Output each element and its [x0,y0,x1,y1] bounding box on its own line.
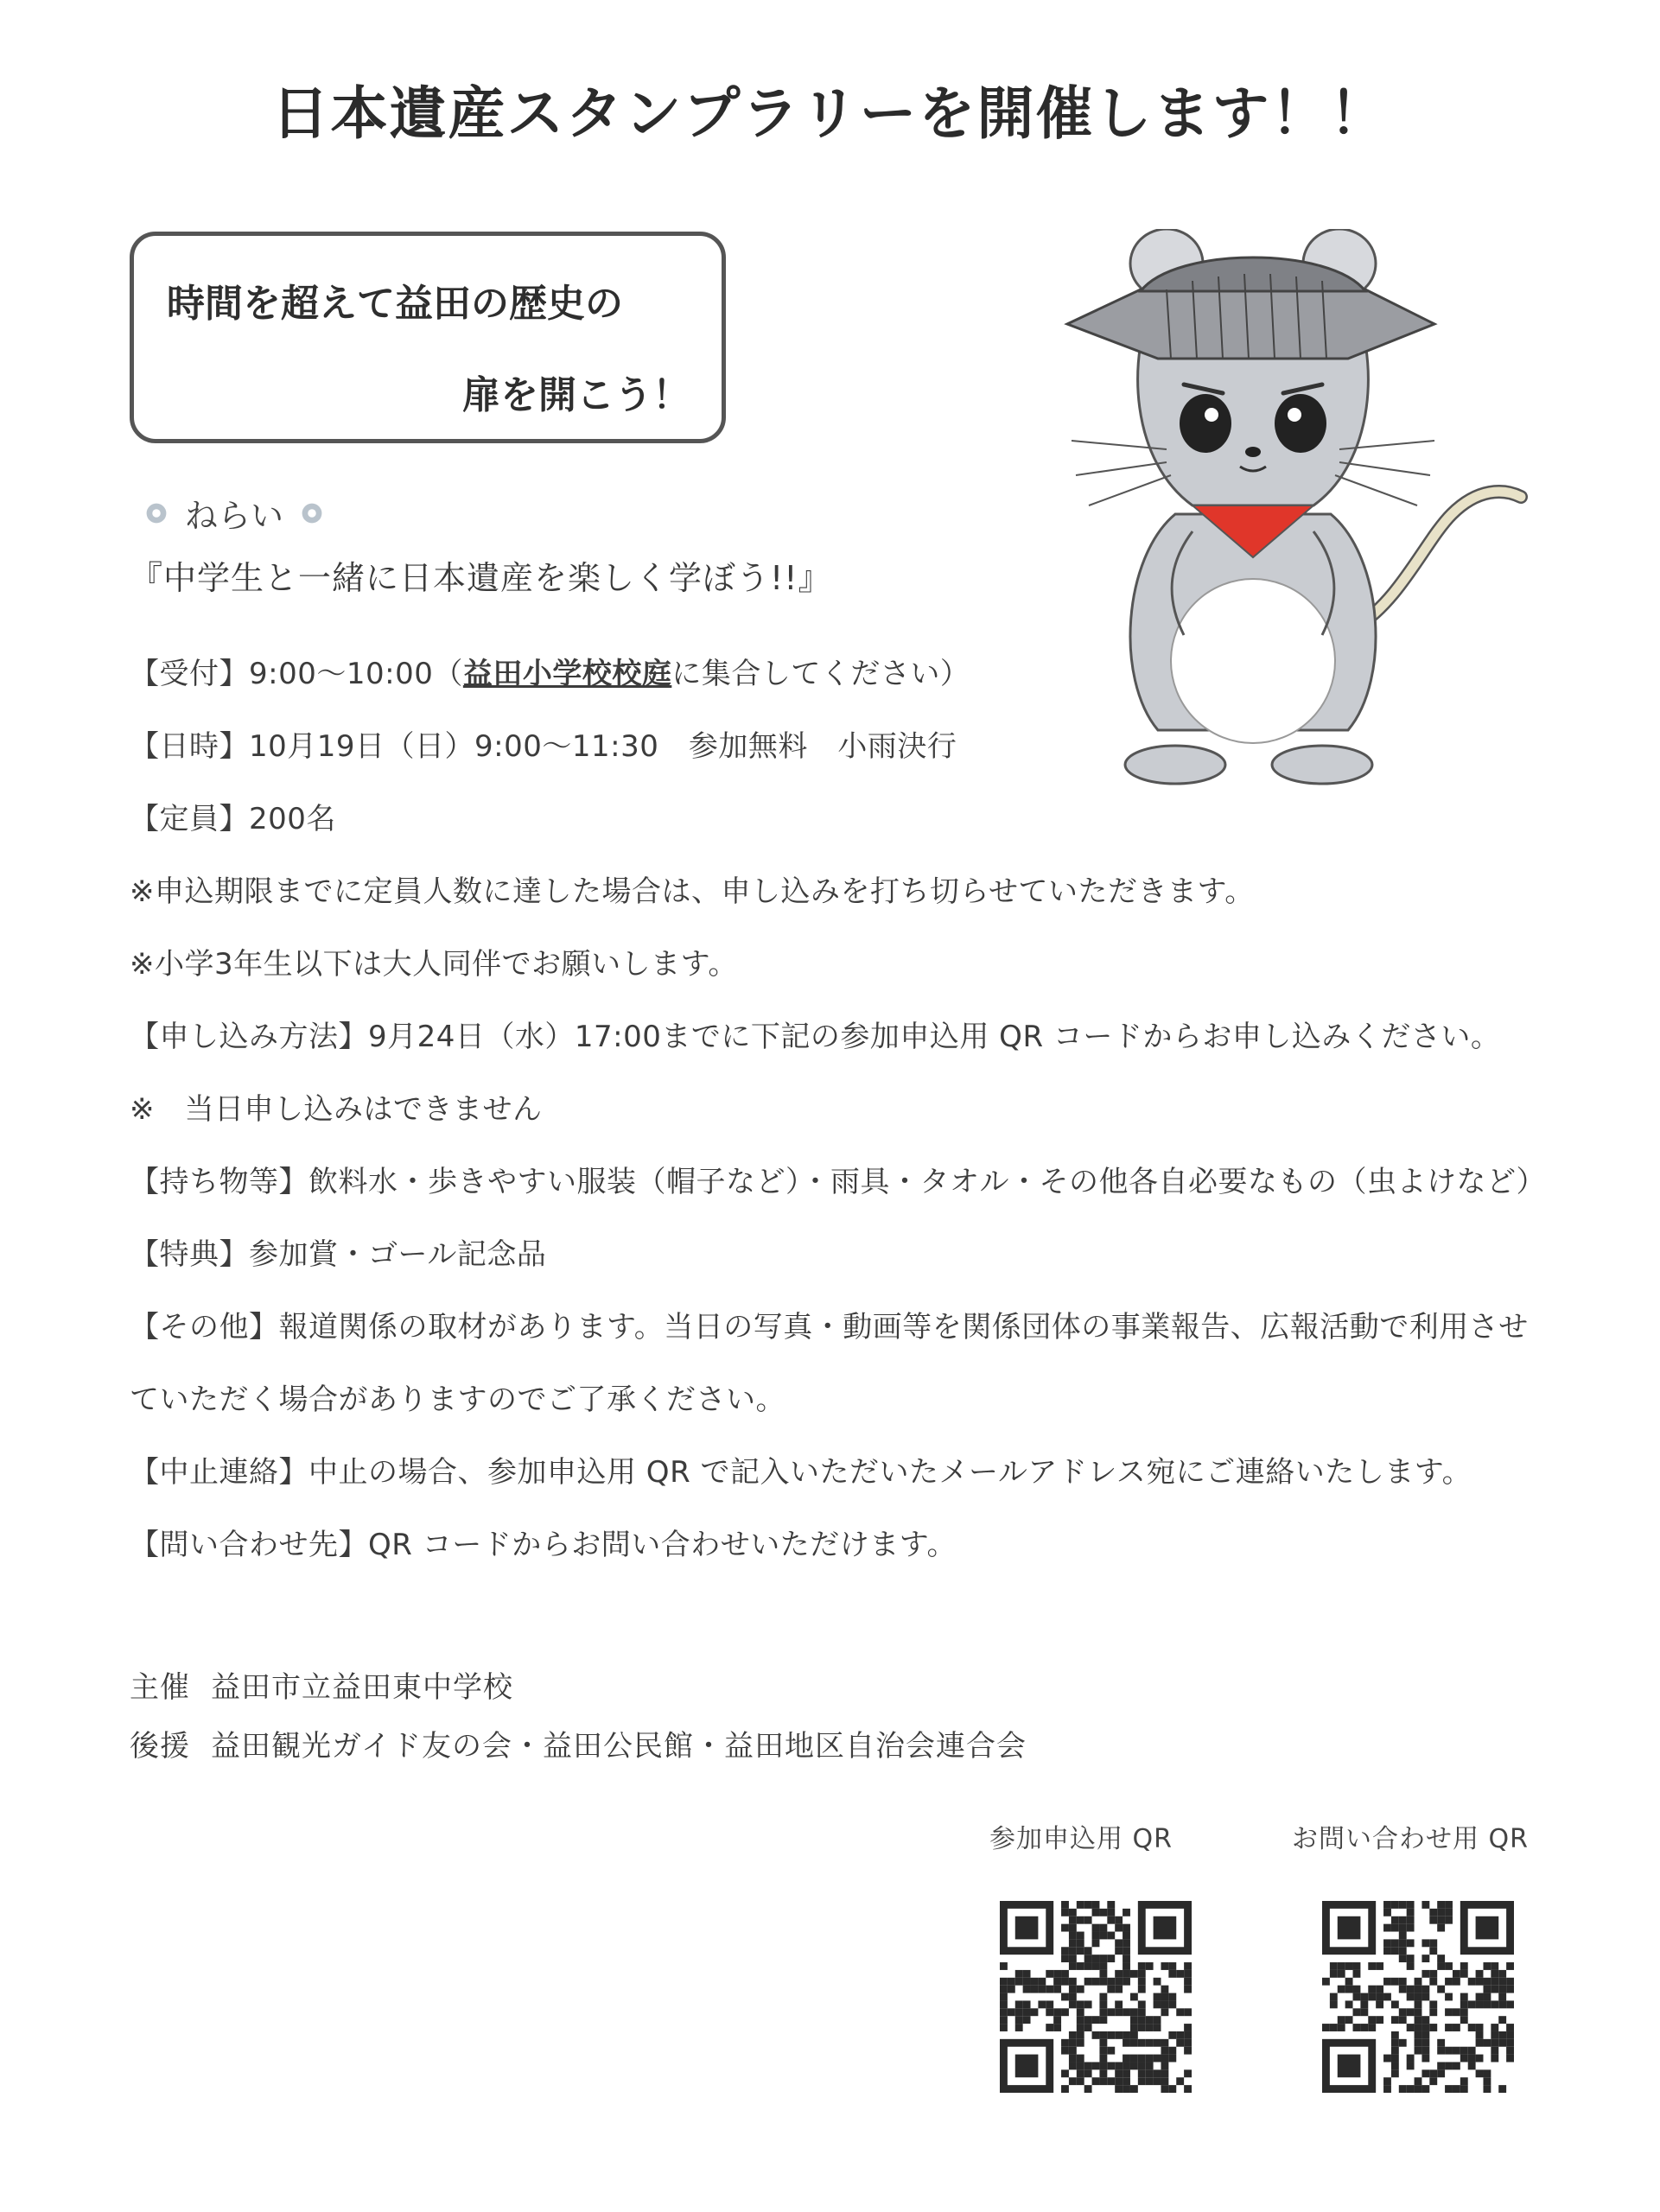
page-title: 日本遺産スタンプラリーを開催します！！ [271,80,1389,147]
support-line [130,1722,1027,1764]
aim-text: 『中学生と一緒に日本遺産を楽しく学ぼう!!』 [130,559,832,597]
aim-label: ねらい [185,497,284,535]
reception-line [130,650,970,692]
contact-qr-label: お問い合わせ用 QR [1292,1824,1529,1854]
info-line: 【申し込み方法】9月24日（水）17:00までに下記の参加申込用 QR コードからお申し込みください。 [130,1020,1501,1054]
slogan-line-1: 時間を超えて益田の歴史の [167,282,623,326]
apply-qr-code[interactable] [1000,1901,1192,2093]
slogan-line-2: 扉を開こう！ [462,373,690,417]
sparkle-icon [140,497,173,530]
host-name: 益田市立益田東中学校 [211,1670,513,1705]
info-line: 【その他】報道関係の取材があります。当日の写真・動画等を関係団体の事業報告、広報活動で利用させ [130,1310,1529,1344]
sparkle-icon [296,497,328,530]
info-line: 【持ち物等】飲料水・歩きやすい服装（帽子など）・雨具・タオル・その他各自必要なもの（虫よけなど） [130,1165,1546,1199]
support-label: 後援 [130,1729,190,1764]
reception-note: に集合してください） [671,657,970,691]
info-line: ていただく場合がありますのでご了承ください。 [130,1382,785,1417]
aim-heading [140,489,328,537]
info-line: 【日時】10月19日（日）9:00～11:30 参加無料 小雨決行 [130,729,957,764]
support-names: 益田観光ガイド友の会・益田公民館・益田地区自治会連合会 [211,1729,1027,1764]
info-line: 【中止連絡】中止の場合、参加申込用 QR で記入いただいたメールアドレス宛にご連絡いたします。 [130,1455,1472,1490]
reception-time: 9:00～10:00（ [249,657,463,691]
host-label: 主催 [130,1670,190,1705]
reception-place: 益田小学校校庭 [462,657,672,691]
host-line [130,1663,513,1706]
apply-qr-label: 参加申込用 QR [989,1824,1173,1854]
slogan-box [130,232,726,443]
reception-tag: 【受付】 [130,657,249,691]
info-line: 【特典】参加賞・ゴール記念品 [130,1237,547,1272]
info-line: 【定員】200名 [130,802,336,836]
mouse-mascot-illustration [1063,229,1547,799]
contact-qr-code[interactable] [1322,1901,1514,2093]
info-line: 【問い合わせ先】QR コードからお問い合わせいただけます。 [130,1528,957,1562]
info-line: ※ 当日申し込みはできません [130,1092,543,1127]
info-line: ※申込期限までに定員人数に達した場合は、申し込みを打ち切らせていただきます。 [130,874,1255,909]
info-line: ※小学3年生以下は大人同伴でお願いします。 [130,947,738,982]
